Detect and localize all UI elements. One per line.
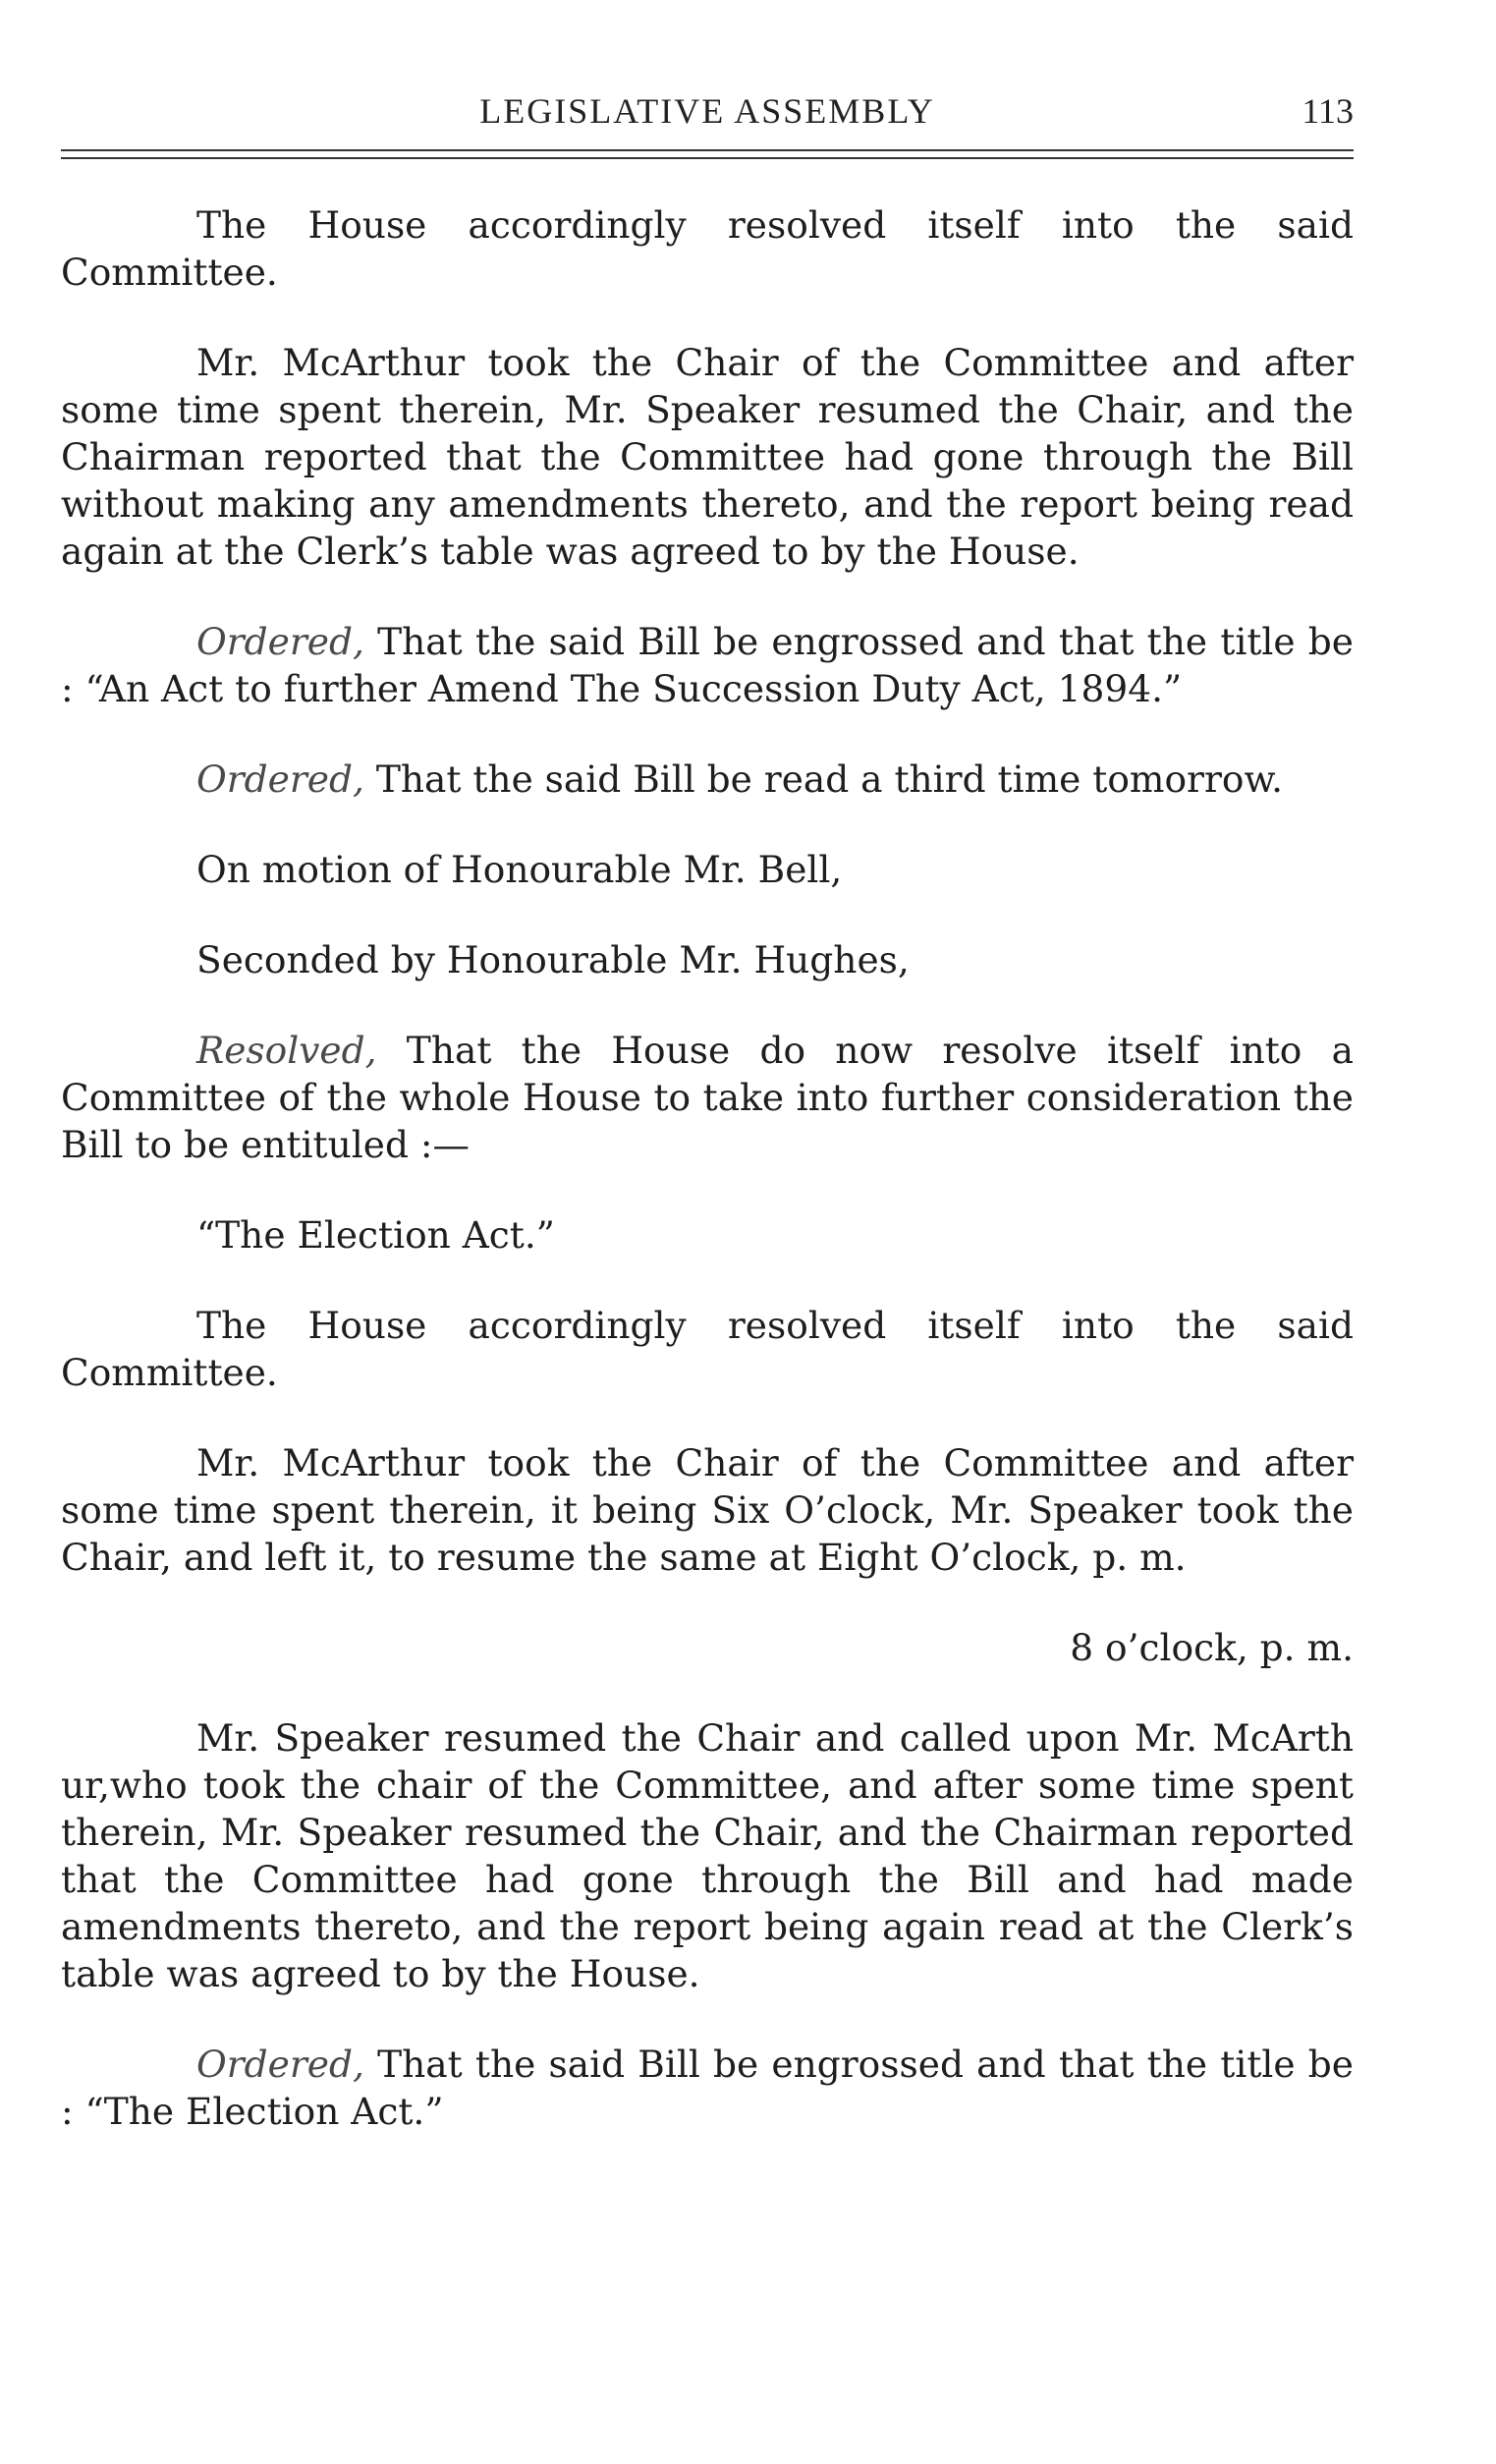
paragraph-lead: Ordered, — [196, 757, 364, 801]
paragraph-text: On motion of Honourable Mr. Bell, — [196, 848, 843, 891]
paragraph-text: Mr. McArthur took the Chair of the Committee and after some time spent therein, Mr. Speaker resumed the Chair, and the Chairman reported that the Committee had gone through the Bill without making any amendments thereto, and the report being read again at the Clerk’s table was agreed to by the House. — [61, 341, 1354, 573]
time-heading — [61, 1624, 1354, 1671]
page-number: 113 — [1302, 91, 1354, 131]
paragraph-text: Mr. McArthur took the Chair of the Committee and after some time spent therein, it being Six O’clock, Mr. Speaker took the Chair, and left it, to resume the same at Eight O’clock, p. m. — [61, 1441, 1354, 1579]
paragraph-motion — [61, 846, 1354, 893]
paragraph-text: That the said Bill be read a third time tomorrow. — [363, 757, 1284, 801]
paragraph-resolved — [61, 1027, 1354, 1168]
paragraph-lead: Resolved, — [196, 1029, 377, 1072]
paragraph-lead: Ordered, — [196, 2043, 364, 2086]
paragraph-committee-resolved — [61, 201, 1354, 296]
paragraph-committee-resolved-2 — [61, 1302, 1354, 1396]
paragraph-ordered-engrossed — [61, 618, 1354, 712]
paragraph-seconded — [61, 936, 1354, 983]
paragraph-text: 8 o’clock, p. m. — [1070, 1626, 1354, 1669]
paragraph-ordered-third-reading — [61, 756, 1354, 803]
paragraph-committee-report — [61, 339, 1354, 575]
paragraph-text: The House accordingly resolved itself into the said Committee. — [61, 1304, 1354, 1394]
paragraph-evening-report — [61, 1714, 1354, 1997]
paragraph-text: The House accordingly resolved itself into the said Committee. — [61, 203, 1354, 294]
paragraph-text: That the House do now resolve itself into a Committee of the whole House to take into further consideration the Bill to be entituled :— — [61, 1029, 1354, 1166]
paragraph-bill-title — [61, 1211, 1354, 1259]
header-rule-bottom — [61, 157, 1354, 159]
paragraph-text: That the said Bill be engrossed and that the title be : “The Election Act.” — [61, 2043, 1354, 2133]
journal-body — [61, 201, 1354, 2178]
running-header — [61, 90, 1354, 140]
running-title: LEGISLATIVE ASSEMBLY — [479, 91, 935, 131]
paragraph-six-oclock — [61, 1439, 1354, 1581]
paragraph-lead: Ordered, — [196, 620, 364, 663]
paragraph-ordered-election-act — [61, 2041, 1354, 2135]
paragraph-text: That the said Bill be engrossed and that the title be : “An Act to further Amend The Succession Duty Act, 1894.” — [61, 620, 1354, 710]
paragraph-text: Mr. Speaker resumed the Chair and called upon Mr. McArth ur,who took the chair of the Committee, and after some time spent therein, Mr. Speaker resumed the Chair, and the Chairman reported that the Committee had gone through the Bill and had made amendments thereto, and the report being again read at the Clerk’s table was agreed to by the House. — [61, 1716, 1354, 1995]
header-rule-top — [61, 149, 1354, 151]
paragraph-text: Seconded by Honourable Mr. Hughes, — [196, 938, 910, 981]
paragraph-text: “The Election Act.” — [196, 1213, 555, 1257]
